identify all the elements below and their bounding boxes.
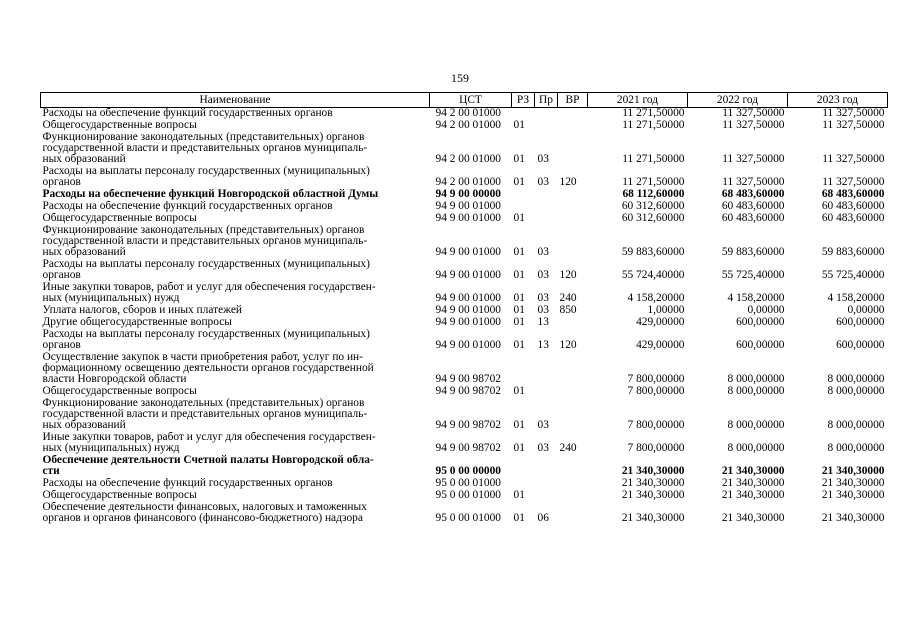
row-name-line: государственной власти и представительных органов муниципаль- bbox=[42, 235, 368, 247]
row-2022: 60 483,60000 bbox=[721, 212, 785, 224]
row-rz bbox=[512, 189, 535, 201]
table-body bbox=[41, 108, 888, 526]
row-2022: 8 000,00000 bbox=[727, 373, 785, 385]
row-cst: 94 9 00 01000 bbox=[435, 212, 501, 224]
row-cst: 94 9 00 01000 bbox=[435, 339, 501, 351]
row-pr bbox=[535, 213, 558, 225]
header-2023: 2023 год bbox=[788, 93, 888, 108]
row-name-line: ных образований bbox=[42, 153, 126, 165]
row-name bbox=[41, 132, 430, 166]
row-name-line: Расходы на обеспечение функций Новгородской областной Думы bbox=[42, 189, 379, 200]
row-cst: 94 9 00 01000 bbox=[435, 292, 501, 304]
row-cst: 94 9 00 98702 bbox=[435, 442, 501, 454]
row-2023: 60 483,60000 bbox=[821, 212, 885, 224]
row-cst: 94 2 00 01000 bbox=[435, 119, 501, 131]
row-rz: 01 bbox=[513, 385, 525, 397]
row-2021: 7 800,00000 bbox=[627, 373, 685, 385]
row-2021: 1,00000 bbox=[647, 304, 685, 316]
table-row bbox=[41, 398, 888, 432]
row-name bbox=[41, 201, 430, 213]
row-pr bbox=[535, 478, 558, 490]
row-vr bbox=[558, 455, 588, 478]
row-name-line: Расходы на обеспечение функций государственных органов bbox=[42, 478, 333, 489]
row-vr bbox=[558, 132, 588, 166]
row-pr bbox=[535, 201, 558, 213]
row-name-line: ных (муниципальных) нужд bbox=[42, 292, 180, 304]
row-name-line: Общегосударственные вопросы bbox=[42, 490, 197, 501]
row-2022: 68 483,60000 bbox=[721, 188, 785, 200]
row-name bbox=[41, 317, 430, 329]
budget-table bbox=[40, 92, 888, 525]
row-name bbox=[41, 432, 430, 455]
row-name-line: Функционирование законодательных (представительных) органов bbox=[42, 398, 365, 409]
table-row bbox=[41, 317, 888, 329]
row-name-line: Расходы на выплаты персоналу государственных (муниципальных) bbox=[42, 329, 370, 340]
table-header-row bbox=[41, 93, 888, 108]
row-name bbox=[41, 189, 430, 201]
row-2023: 21 340,30000 bbox=[821, 477, 885, 489]
row-vr bbox=[558, 386, 588, 398]
row-2021: 7 800,00000 bbox=[627, 442, 685, 454]
row-pr: 06 bbox=[537, 512, 549, 524]
row-name-line: органов и органов финансового (финансово-бюджетного) надзора bbox=[42, 512, 363, 524]
row-2021: 21 340,30000 bbox=[621, 465, 685, 477]
row-pr bbox=[535, 120, 558, 132]
row-2023: 60 483,60000 bbox=[821, 200, 885, 212]
row-pr: 03 bbox=[537, 304, 549, 316]
row-2022: 0,00000 bbox=[747, 304, 785, 316]
row-rz: 01 bbox=[513, 176, 525, 188]
row-2022: 11 327,50000 bbox=[722, 176, 785, 188]
row-name-line: власти Новгородской области bbox=[42, 373, 187, 385]
row-2023: 59 883,60000 bbox=[821, 246, 885, 258]
row-2021: 60 312,60000 bbox=[621, 200, 685, 212]
row-pr: 03 bbox=[537, 153, 549, 165]
row-vr bbox=[558, 352, 588, 386]
row-pr: 03 bbox=[537, 442, 549, 454]
row-2022: 59 883,60000 bbox=[721, 246, 785, 258]
row-vr bbox=[558, 120, 588, 132]
row-name-line: органов bbox=[42, 176, 81, 188]
row-2023: 11 327,50000 bbox=[822, 176, 885, 188]
row-rz: 01 bbox=[513, 119, 525, 131]
row-cst: 95 0 00 01000 bbox=[435, 477, 501, 489]
row-2021: 4 158,20000 bbox=[627, 292, 685, 304]
row-2021: 11 271,50000 bbox=[622, 107, 685, 119]
row-vr bbox=[558, 225, 588, 259]
row-name-line: государственной власти и представительных органов муниципаль- bbox=[42, 142, 368, 154]
row-2021: 11 271,50000 bbox=[622, 153, 685, 165]
row-2021: 68 112,60000 bbox=[622, 188, 685, 200]
row-name bbox=[41, 108, 430, 121]
row-vr bbox=[558, 478, 588, 490]
row-name-line: Обеспечение деятельности Счетной палаты Новгородской обла- bbox=[42, 455, 374, 466]
row-cst: 94 9 00 01000 bbox=[435, 304, 501, 316]
row-name bbox=[41, 225, 430, 259]
row-vr bbox=[558, 201, 588, 213]
row-2022: 8 000,00000 bbox=[727, 385, 785, 397]
row-2022: 600,00000 bbox=[736, 339, 785, 351]
row-pr: 03 bbox=[537, 269, 549, 281]
row-pr: 03 bbox=[537, 246, 549, 258]
row-rz: 01 bbox=[513, 419, 525, 431]
row-name bbox=[41, 490, 430, 502]
header-2021: 2021 год bbox=[588, 93, 688, 108]
row-2021: 429,00000 bbox=[636, 339, 685, 351]
row-vr: 240 bbox=[559, 442, 577, 454]
row-name bbox=[41, 455, 430, 478]
row-2023: 8 000,00000 bbox=[827, 373, 885, 385]
row-vr: 120 bbox=[559, 269, 577, 281]
table-row bbox=[41, 259, 888, 282]
row-2021: 7 800,00000 bbox=[627, 419, 685, 431]
row-name bbox=[41, 282, 430, 305]
row-pr bbox=[535, 386, 558, 398]
row-pr: 03 bbox=[537, 292, 549, 304]
row-2021: 60 312,60000 bbox=[621, 212, 685, 224]
row-name bbox=[41, 398, 430, 432]
row-cst: 94 9 00 98702 bbox=[435, 419, 501, 431]
table-row bbox=[41, 120, 888, 132]
row-vr: 120 bbox=[559, 339, 577, 351]
row-2021: 11 271,50000 bbox=[622, 119, 685, 131]
row-2023: 0,00000 bbox=[847, 304, 885, 316]
row-2023: 11 327,50000 bbox=[822, 119, 885, 131]
row-name bbox=[41, 329, 430, 352]
row-name-line: Функционирование законодательных (представительных) органов bbox=[42, 132, 365, 143]
row-name-line: Расходы на выплаты персоналу государственных (муниципальных) bbox=[42, 259, 370, 270]
row-rz: 01 bbox=[513, 512, 525, 524]
row-rz: 01 bbox=[513, 339, 525, 351]
row-rz: 01 bbox=[513, 269, 525, 281]
row-name-line: органов bbox=[42, 339, 81, 351]
row-2022: 21 340,30000 bbox=[721, 465, 785, 477]
table-row bbox=[41, 282, 888, 305]
row-2023: 21 340,30000 bbox=[821, 489, 885, 501]
row-vr bbox=[558, 502, 588, 525]
row-2022: 11 327,50000 bbox=[722, 119, 785, 131]
row-name bbox=[41, 305, 430, 317]
row-cst: 94 2 00 01000 bbox=[435, 176, 501, 188]
row-name-line: Осуществление закупок в части приобретения работ, услуг по ин- bbox=[42, 352, 363, 363]
row-cst: 94 2 00 01000 bbox=[435, 153, 501, 165]
row-2023: 8 000,00000 bbox=[827, 442, 885, 454]
row-name-line: государственной власти и представительных органов муниципаль- bbox=[42, 408, 368, 420]
row-2021: 21 340,30000 bbox=[621, 477, 685, 489]
table-row bbox=[41, 329, 888, 352]
row-vr: 120 bbox=[559, 176, 577, 188]
row-2022: 600,00000 bbox=[736, 316, 785, 328]
row-pr bbox=[535, 455, 558, 478]
row-pr bbox=[535, 352, 558, 386]
row-vr bbox=[558, 398, 588, 432]
table-row bbox=[41, 455, 888, 478]
row-2021: 21 340,30000 bbox=[621, 512, 685, 524]
row-2022: 11 327,50000 bbox=[722, 107, 785, 119]
row-vr: 850 bbox=[559, 304, 577, 316]
row-name-line: Общегосударственные вопросы bbox=[42, 213, 197, 224]
table-row bbox=[41, 213, 888, 225]
row-2023: 11 327,50000 bbox=[822, 153, 885, 165]
row-name-line: ных образований bbox=[42, 419, 126, 431]
row-name bbox=[41, 166, 430, 189]
row-name-line: Другие общегосударственные вопросы bbox=[42, 317, 232, 328]
row-cst: 94 9 00 98702 bbox=[435, 385, 501, 397]
row-name-line: Функционирование законодательных (представительных) органов bbox=[42, 225, 365, 236]
row-2022: 8 000,00000 bbox=[727, 442, 785, 454]
row-name bbox=[41, 352, 430, 386]
table-row bbox=[41, 352, 888, 386]
row-cst: 94 9 00 01000 bbox=[435, 246, 501, 258]
row-2022: 21 340,30000 bbox=[721, 512, 785, 524]
table-row bbox=[41, 132, 888, 166]
row-2023: 8 000,00000 bbox=[827, 419, 885, 431]
row-name-line: Иные закупки товаров, работ и услуг для обеспечения государствен- bbox=[42, 432, 376, 443]
row-rz bbox=[512, 455, 535, 478]
row-name-line: формационному освещению деятельности органов государственной bbox=[42, 362, 374, 374]
row-pr: 03 bbox=[537, 176, 549, 188]
row-2021: 59 883,60000 bbox=[621, 246, 685, 258]
row-name bbox=[41, 259, 430, 282]
row-cst: 94 9 00 00000 bbox=[435, 188, 501, 200]
row-name bbox=[41, 386, 430, 398]
row-name-line: ных (муниципальных) нужд bbox=[42, 442, 180, 454]
row-cst: 94 9 00 01000 bbox=[435, 200, 501, 212]
row-rz: 01 bbox=[513, 489, 525, 501]
row-2023: 600,00000 bbox=[836, 339, 885, 351]
row-2021: 55 724,40000 bbox=[621, 269, 685, 281]
row-2023: 55 725,40000 bbox=[821, 269, 885, 281]
row-rz: 01 bbox=[513, 292, 525, 304]
row-name-line: органов bbox=[42, 269, 81, 281]
row-2023: 11 327,50000 bbox=[822, 107, 885, 119]
row-rz: 01 bbox=[513, 153, 525, 165]
table-row bbox=[41, 432, 888, 455]
row-2022: 55 725,40000 bbox=[721, 269, 785, 281]
row-name-line: Общегосударственные вопросы bbox=[42, 386, 197, 397]
row-rz: 01 bbox=[513, 304, 525, 316]
header-rz: РЗ bbox=[512, 93, 535, 108]
row-rz: 01 bbox=[513, 246, 525, 258]
table-row bbox=[41, 225, 888, 259]
table-row bbox=[41, 386, 888, 398]
row-2022: 8 000,00000 bbox=[727, 419, 785, 431]
table-row bbox=[41, 502, 888, 525]
header-cst: ЦСТ bbox=[430, 93, 512, 108]
row-cst: 95 0 00 00000 bbox=[435, 465, 501, 477]
page-number: 159 bbox=[451, 71, 469, 85]
row-2022: 11 327,50000 bbox=[722, 153, 785, 165]
row-name bbox=[41, 478, 430, 490]
row-vr: 240 bbox=[559, 292, 577, 304]
row-2022: 21 340,30000 bbox=[721, 477, 785, 489]
row-2023: 21 340,30000 bbox=[821, 512, 885, 524]
row-pr bbox=[535, 490, 558, 502]
row-cst: 94 9 00 01000 bbox=[435, 316, 501, 328]
row-rz: 01 bbox=[513, 212, 525, 224]
row-2021: 21 340,30000 bbox=[621, 489, 685, 501]
row-name bbox=[41, 213, 430, 225]
row-2022: 21 340,30000 bbox=[721, 489, 785, 501]
table-row bbox=[41, 166, 888, 189]
row-2022: 60 483,60000 bbox=[721, 200, 785, 212]
header-pr: Пр bbox=[535, 93, 558, 108]
row-name-line: Уплата налогов, сборов и иных платежей bbox=[42, 305, 242, 316]
row-name-line: Расходы на обеспечение функций государственных органов bbox=[42, 107, 333, 119]
row-2023: 68 483,60000 bbox=[821, 188, 885, 200]
row-rz: 01 bbox=[513, 442, 525, 454]
table-row bbox=[41, 490, 888, 502]
row-2023: 4 158,20000 bbox=[827, 292, 885, 304]
row-name-line: Расходы на выплаты персоналу государственных (муниципальных) bbox=[42, 166, 370, 177]
row-cst: 94 9 00 98702 bbox=[435, 373, 501, 385]
header-vr: ВР bbox=[558, 93, 588, 108]
row-cst: 94 2 00 01000 bbox=[435, 107, 501, 119]
row-pr: 13 bbox=[537, 339, 549, 351]
row-2023: 600,00000 bbox=[836, 316, 885, 328]
row-2021: 11 271,50000 bbox=[622, 176, 685, 188]
row-rz bbox=[512, 352, 535, 386]
row-cst: 94 9 00 01000 bbox=[435, 269, 501, 281]
row-vr bbox=[558, 108, 588, 121]
row-name-line: ных образований bbox=[42, 246, 126, 258]
row-name bbox=[41, 502, 430, 525]
row-2021: 7 800,00000 bbox=[627, 385, 685, 397]
row-vr bbox=[558, 213, 588, 225]
row-name-line: сти bbox=[42, 465, 60, 477]
row-rz: 01 bbox=[513, 316, 525, 328]
row-name-line: Иные закупки товаров, работ и услуг для обеспечения государствен- bbox=[42, 282, 376, 293]
row-name-line: Обеспечение деятельности финансовых, налоговых и таможенных bbox=[42, 502, 367, 513]
row-pr: 03 bbox=[537, 419, 549, 431]
row-cst: 95 0 00 01000 bbox=[435, 512, 501, 524]
row-2023: 21 340,30000 bbox=[821, 465, 885, 477]
row-2023: 8 000,00000 bbox=[827, 385, 885, 397]
row-name bbox=[41, 120, 430, 132]
header-2022: 2022 год bbox=[688, 93, 788, 108]
row-pr bbox=[535, 108, 558, 121]
row-2021: 429,00000 bbox=[636, 316, 685, 328]
row-vr bbox=[558, 189, 588, 201]
row-pr: 13 bbox=[537, 316, 549, 328]
row-cst: 95 0 00 01000 bbox=[435, 489, 501, 501]
row-name-line: Расходы на обеспечение функций государственных органов bbox=[42, 201, 333, 212]
header-name: Наименование bbox=[41, 93, 430, 108]
row-vr bbox=[558, 317, 588, 329]
row-pr bbox=[535, 189, 558, 201]
row-name-line: Общегосударственные вопросы bbox=[42, 120, 197, 131]
row-vr bbox=[558, 490, 588, 502]
row-2022: 4 158,20000 bbox=[727, 292, 785, 304]
